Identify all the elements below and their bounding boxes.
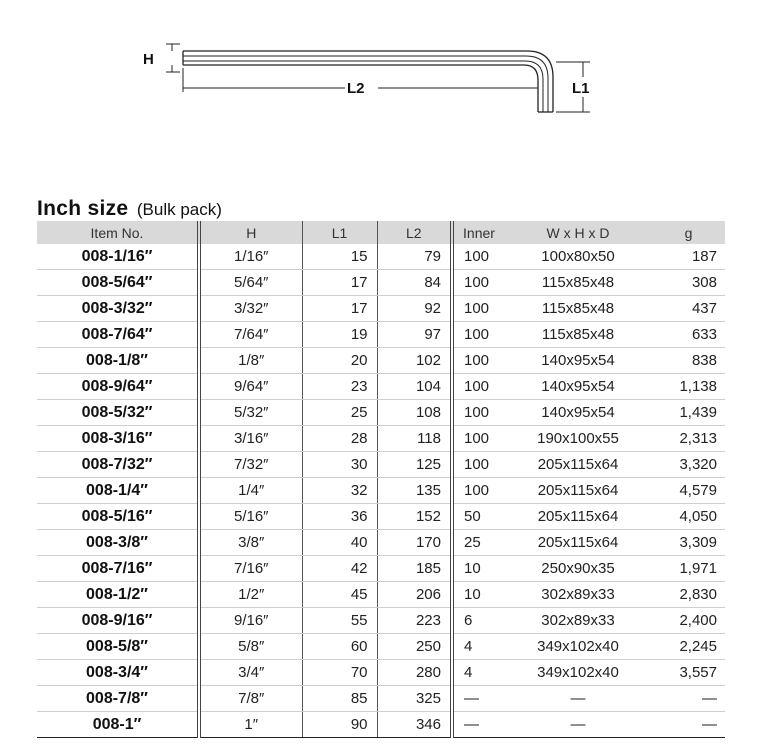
cell-h: 3/8″: [199, 530, 302, 556]
cell-dimensions: 205x115x64: [504, 478, 652, 504]
cell-l2: 104: [377, 374, 452, 400]
table-row: [37, 270, 725, 296]
cell-item-no: 008-1/4″: [37, 478, 199, 504]
cell-l1: 60: [302, 634, 377, 660]
cell-h: 5/32″: [199, 400, 302, 426]
cell-l1: 28: [302, 426, 377, 452]
cell-h: 1/4″: [199, 478, 302, 504]
cell-item-no: 008-3/4″: [37, 660, 199, 686]
cell-inner: 100: [452, 348, 504, 374]
cell-l1: 17: [302, 270, 377, 296]
cell-weight: 1,138: [652, 374, 725, 400]
cell-l1: 40: [302, 530, 377, 556]
cell-h: 5/16″: [199, 504, 302, 530]
cell-item-no: 008-7/8″: [37, 686, 199, 712]
table-row: [37, 504, 725, 530]
cell-weight: 3,309: [652, 530, 725, 556]
cell-h: 1″: [199, 712, 302, 738]
cell-item-no: 008-5/32″: [37, 400, 199, 426]
section-subtitle: (Bulk pack): [136, 200, 222, 219]
cell-l1: 90: [302, 712, 377, 738]
cell-inner: 100: [452, 374, 504, 400]
cell-h: 7/16″: [199, 556, 302, 582]
cell-weight: 1,439: [652, 400, 725, 426]
cell-l2: 118: [377, 426, 452, 452]
cell-item-no: 008-3/32″: [37, 296, 199, 322]
cell-h: 9/16″: [199, 608, 302, 634]
cell-l2: 325: [377, 686, 452, 712]
cell-item-no: 008-3/8″: [37, 530, 199, 556]
table-row: [37, 712, 725, 738]
header-inner: Inner: [452, 221, 504, 244]
header-dimensions: W x H x D: [504, 221, 652, 244]
cell-inner: 100: [452, 426, 504, 452]
cell-item-no: 008-5/8″: [37, 634, 199, 660]
cell-h: 3/4″: [199, 660, 302, 686]
cell-l2: 84: [377, 270, 452, 296]
cell-inner: 10: [452, 556, 504, 582]
header-item-no: Item No.: [37, 221, 199, 244]
header-h: H: [199, 221, 302, 244]
cell-weight: 1,971: [652, 556, 725, 582]
cell-l1: 25: [302, 400, 377, 426]
cell-weight: —: [652, 712, 725, 738]
cell-dimensions: 115x85x48: [504, 296, 652, 322]
table-row: [37, 452, 725, 478]
cell-dimensions: 302x89x33: [504, 582, 652, 608]
cell-dimensions: 349x102x40: [504, 634, 652, 660]
table-row: [37, 322, 725, 348]
cell-inner: 100: [452, 270, 504, 296]
table-row: [37, 296, 725, 322]
cell-l2: 97: [377, 322, 452, 348]
cell-item-no: 008-7/16″: [37, 556, 199, 582]
section-heading: [37, 197, 222, 221]
cell-dimensions: 140x95x54: [504, 374, 652, 400]
cell-l1: 36: [302, 504, 377, 530]
cell-inner: 100: [452, 296, 504, 322]
table-row: [37, 530, 725, 556]
cell-l2: 170: [377, 530, 452, 556]
cell-inner: 100: [452, 400, 504, 426]
cell-inner: 100: [452, 244, 504, 270]
table-header-row: [37, 221, 725, 244]
cell-h: 3/32″: [199, 296, 302, 322]
cell-item-no: 008-9/16″: [37, 608, 199, 634]
cell-h: 1/16″: [199, 244, 302, 270]
table-row: [37, 426, 725, 452]
table-row: [37, 244, 725, 270]
cell-weight: 187: [652, 244, 725, 270]
table-row: [37, 348, 725, 374]
cell-inner: 6: [452, 608, 504, 634]
table-row: [37, 478, 725, 504]
cell-item-no: 008-7/64″: [37, 322, 199, 348]
cell-l1: 15: [302, 244, 377, 270]
cell-h: 7/32″: [199, 452, 302, 478]
cell-item-no: 008-5/16″: [37, 504, 199, 530]
spec-table: [37, 221, 725, 738]
cell-dimensions: 205x115x64: [504, 452, 652, 478]
cell-weight: 4,050: [652, 504, 725, 530]
table-row: [37, 556, 725, 582]
cell-h: 7/64″: [199, 322, 302, 348]
cell-weight: 2,830: [652, 582, 725, 608]
cell-inner: 50: [452, 504, 504, 530]
cell-l1: 85: [302, 686, 377, 712]
cell-item-no: 008-5/64″: [37, 270, 199, 296]
cell-l1: 55: [302, 608, 377, 634]
l1-dimension-label: L1: [572, 80, 590, 97]
cell-l1: 30: [302, 452, 377, 478]
cell-item-no: 008-3/16″: [37, 426, 199, 452]
header-weight: g: [652, 221, 725, 244]
cell-dimensions: —: [504, 712, 652, 738]
table-row: [37, 608, 725, 634]
cell-dimensions: 140x95x54: [504, 400, 652, 426]
cell-l2: 250: [377, 634, 452, 660]
cell-weight: 2,400: [652, 608, 725, 634]
table-row: [37, 582, 725, 608]
cell-item-no: 008-7/32″: [37, 452, 199, 478]
cell-inner: —: [452, 686, 504, 712]
section-title: Inch size: [37, 197, 129, 220]
cell-weight: —: [652, 686, 725, 712]
cell-dimensions: 302x89x33: [504, 608, 652, 634]
cell-l1: 20: [302, 348, 377, 374]
cell-inner: 100: [452, 322, 504, 348]
cell-weight: 308: [652, 270, 725, 296]
cell-inner: 100: [452, 478, 504, 504]
cell-dimensions: 100x80x50: [504, 244, 652, 270]
cell-l1: 42: [302, 556, 377, 582]
cell-l2: 280: [377, 660, 452, 686]
cell-dimensions: 115x85x48: [504, 270, 652, 296]
cell-dimensions: 190x100x55: [504, 426, 652, 452]
cell-l2: 346: [377, 712, 452, 738]
cell-h: 3/16″: [199, 426, 302, 452]
cell-weight: 4,579: [652, 478, 725, 504]
header-l1: L1: [302, 221, 377, 244]
cell-dimensions: 205x115x64: [504, 504, 652, 530]
table-row: [37, 660, 725, 686]
cell-l1: 23: [302, 374, 377, 400]
cell-h: 1/2″: [199, 582, 302, 608]
cell-dimensions: 140x95x54: [504, 348, 652, 374]
cell-l2: 125: [377, 452, 452, 478]
cell-item-no: 008-1/8″: [37, 348, 199, 374]
cell-l1: 17: [302, 296, 377, 322]
table-row: [37, 686, 725, 712]
cell-inner: 100: [452, 452, 504, 478]
cell-h: 1/8″: [199, 348, 302, 374]
cell-item-no: 008-1″: [37, 712, 199, 738]
cell-l2: 92: [377, 296, 452, 322]
cell-inner: —: [452, 712, 504, 738]
cell-item-no: 008-9/64″: [37, 374, 199, 400]
cell-h: 5/8″: [199, 634, 302, 660]
table-row: [37, 634, 725, 660]
cell-l1: 19: [302, 322, 377, 348]
cell-h: 5/64″: [199, 270, 302, 296]
cell-dimensions: —: [504, 686, 652, 712]
cell-l2: 108: [377, 400, 452, 426]
l2-dimension-label: L2: [347, 80, 365, 97]
cell-h: 7/8″: [199, 686, 302, 712]
cell-weight: 2,245: [652, 634, 725, 660]
cell-weight: 633: [652, 322, 725, 348]
cell-l2: 102: [377, 348, 452, 374]
cell-dimensions: 115x85x48: [504, 322, 652, 348]
cell-inner: 4: [452, 660, 504, 686]
hex-key-diagram: [0, 0, 767, 170]
header-l2: L2: [377, 221, 452, 244]
cell-l2: 223: [377, 608, 452, 634]
cell-dimensions: 250x90x35: [504, 556, 652, 582]
cell-h: 9/64″: [199, 374, 302, 400]
cell-dimensions: 349x102x40: [504, 660, 652, 686]
table-row: [37, 374, 725, 400]
cell-l1: 70: [302, 660, 377, 686]
cell-weight: 2,313: [652, 426, 725, 452]
cell-item-no: 008-1/2″: [37, 582, 199, 608]
cell-l2: 135: [377, 478, 452, 504]
cell-weight: 3,320: [652, 452, 725, 478]
cell-inner: 4: [452, 634, 504, 660]
cell-l1: 32: [302, 478, 377, 504]
cell-l2: 79: [377, 244, 452, 270]
cell-l2: 185: [377, 556, 452, 582]
cell-weight: 3,557: [652, 660, 725, 686]
l-wrench-drawing: [0, 0, 767, 170]
cell-l2: 152: [377, 504, 452, 530]
cell-inner: 10: [452, 582, 504, 608]
cell-weight: 437: [652, 296, 725, 322]
cell-l1: 45: [302, 582, 377, 608]
cell-dimensions: 205x115x64: [504, 530, 652, 556]
h-dimension-label: H: [143, 51, 154, 68]
cell-weight: 838: [652, 348, 725, 374]
table-row: [37, 400, 725, 426]
cell-inner: 25: [452, 530, 504, 556]
cell-item-no: 008-1/16″: [37, 244, 199, 270]
cell-l2: 206: [377, 582, 452, 608]
